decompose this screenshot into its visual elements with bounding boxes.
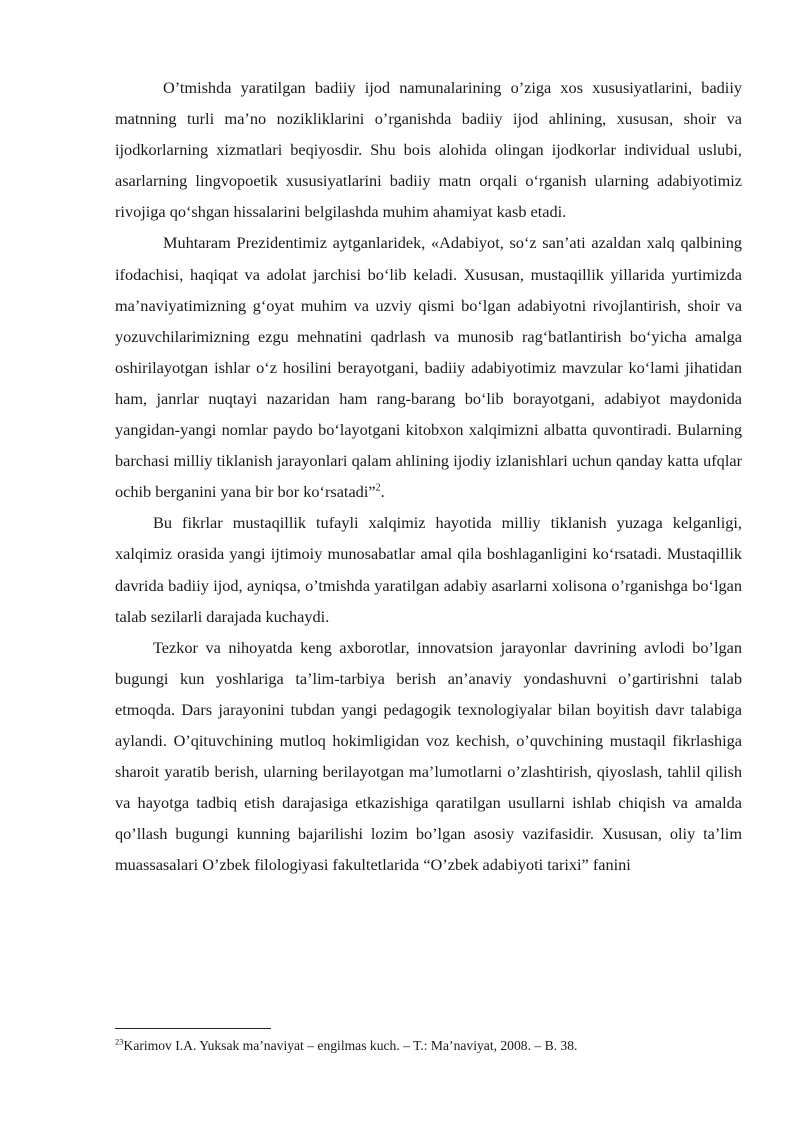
footnote-text: Karimov I.A. Yuksak ma’naviyat – engilmas kuch. – T.: Ma’naviyat, 2008. – B. 38. bbox=[123, 1038, 578, 1053]
footnote-divider bbox=[115, 1028, 271, 1029]
paragraph-2-text: Muhtaram Prezidentimiz aytganlaridek, «Adabiyot, so‘z san’ati azaldan xalq qalbining ifodachisi, haqiqat va adolat jarchisi bo‘lib keladi. Xususan, mustaqillik yillarida yurtimizda ma’naviyatimizning g‘oyat muhim va uzviy qismi bo‘lgan adabiyotni rivojlantirish, shoir va yozuvchilarimizning ezgu mehnatini qadrlash va munosib rag‘batlantirish bo‘yicha amalga oshirilayotgan ishlar o‘z hosilini berayotgani, badiiy adabiyotimiz mavzular ko‘lami jihatidan ham, janrlar nuqtayi nazaridan ham rang-barang bo‘lib borayotgani, adabiyot maydonida yangidan-yangi nomlar paydo bo‘layotgani kitobxon xalqimizni albatta quvontiradi. Bularning barchasi milliy tiklanish jarayonlari qalam ahlining ijodiy izlanishlari uchun qanday katta ufqlar ochib berganini yana bir bor ko‘rsatadi” bbox=[115, 233, 742, 502]
footnote-reference: 2 bbox=[375, 482, 381, 494]
paragraph-2 bbox=[115, 227, 742, 507]
paragraph-2-end: . bbox=[380, 482, 385, 502]
footnote-mark: 23 bbox=[115, 1036, 124, 1047]
body-text bbox=[115, 72, 742, 880]
paragraph-1: O’tmishda yaratilgan badiiy ijod namunalarining o’ziga xos xususiyatlarini, badiiy matnning turli ma’no nozikliklarini o’rganishda badiiy ijod ahlining, xususan, shoir va ijodkorlarning xizmatlari beqiyosdir. Shu bois alohida olingan ijodkorlar individual uslubi, asarlarning lingvopoetik xususiyatlarini badiiy matn orqali o‘rganish ularning adabiyotimiz rivojiga qo‘shgan hissalarini belgilashda muhim ahamiyat kasb etadi. bbox=[115, 78, 742, 222]
paragraph-4: Tezkor va nihoyatda keng axborotlar, innovatsion jarayonlar davrining avlodi bo’lgan bugungi kun yoshlariga ta’lim-tarbiya berish an’anaviy yondashuvni o’gartirishni talab etmoqda. Dars jarayonini tubdan yangi pedagogik texnologiyalar bilan boyitish davr talabiga aylandi. O’qituvchining mutloq hokimligidan voz kechish, o’quvchining mustaqil fikrlashiga sharoit yaratib berish, ularning berilayotgan ma’lumotlarni o’zlashtirish, qiyoslash, tahlil qilish va hayotga tadbiq etish darajasiga etkazishiga qaratilgan usullarni ishlab chiqish va amalda qo’llash bugungi kunning bajarilishi lozim bo’lgan asosiy vazifasidir. Xususan, oliy ta’lim muassasalari O’zbek filologiyasi fakultetlarida “O’zbek adabiyoti tarixi” fanini bbox=[115, 637, 742, 875]
paragraph-3: Bu fikrlar mustaqillik tufayli xalqimiz hayotida milliy tiklanish yuzaga kelganligi, xalqimiz orasida yangi ijtimoiy munosabatlar amal qila boshlaganligini ko‘rsatadi. Mustaqillik davrida badiiy ijod, ayniqsa, o’tmishda yaratilgan adabiy asarlarni xolisona o’rganishga bo‘lgan talab sezilarli darajada kuchaydi. bbox=[115, 513, 742, 626]
footnote bbox=[115, 1037, 742, 1055]
